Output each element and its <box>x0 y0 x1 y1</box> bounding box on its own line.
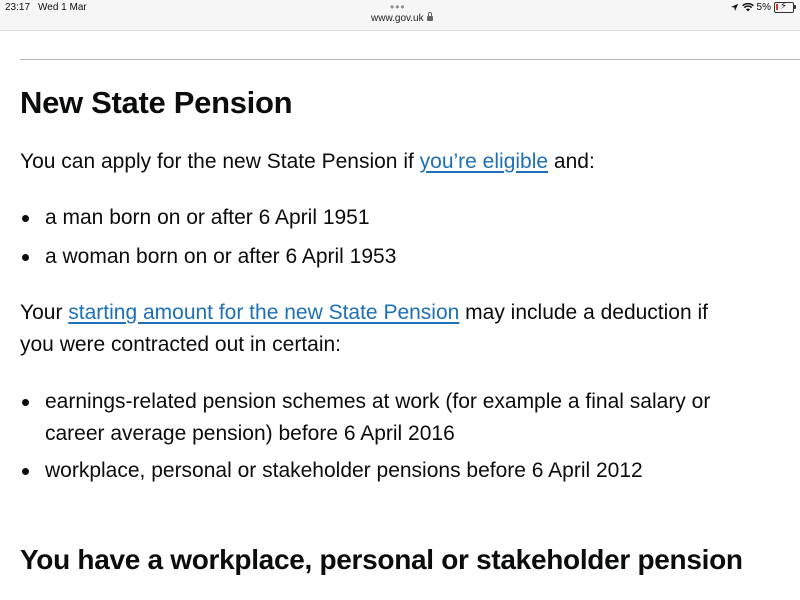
list-item: a man born on or after 6 April 1951 <box>20 202 790 234</box>
bullet-icon <box>22 215 29 222</box>
address-bar[interactable] <box>371 13 433 24</box>
starting-amount-link[interactable]: starting amount for the new State Pension <box>68 301 460 324</box>
lock-icon <box>427 16 433 21</box>
more-dots-icon[interactable]: ••• <box>390 0 406 14</box>
bullet-icon <box>22 399 29 406</box>
url-text: www.gov.uk <box>371 13 424 24</box>
section-heading: You have a workplace, personal or stakeholder pension <box>20 544 743 575</box>
status-date: Wed 1 Mar <box>38 2 87 13</box>
deduction-paragraph: Your starting amount for the new State Pension may include a deduction if you were contracted out in certain: <box>20 301 708 356</box>
eligibility-link[interactable]: you’re eligible <box>419 150 549 173</box>
bullet-icon <box>22 254 29 261</box>
charging-bolt-icon: ⚡ <box>780 1 788 12</box>
list-item: workplace, personal or stakeholder pensions before 6 April 2012 <box>20 455 790 487</box>
status-bar <box>0 0 800 31</box>
intro-paragraph: You can apply for the new State Pension if you’re eligible and: <box>20 150 595 173</box>
status-indicators <box>730 2 794 13</box>
status-time: 23:17 <box>5 2 31 13</box>
list-item: a woman born on or after 6 April 1953 <box>20 241 790 273</box>
divider <box>20 59 800 60</box>
eligibility-list <box>20 202 790 273</box>
page-title: New State Pension <box>20 85 293 120</box>
wifi-icon <box>742 3 754 12</box>
battery-percent: 5% <box>756 2 771 13</box>
contracted-out-list <box>20 386 790 487</box>
location-icon <box>730 3 739 12</box>
battery-icon <box>774 2 794 13</box>
bullet-icon <box>22 468 29 475</box>
list-item: earnings-related pension schemes at work (for example a final salary or career average pension) before 6 April 2016 <box>20 386 790 450</box>
